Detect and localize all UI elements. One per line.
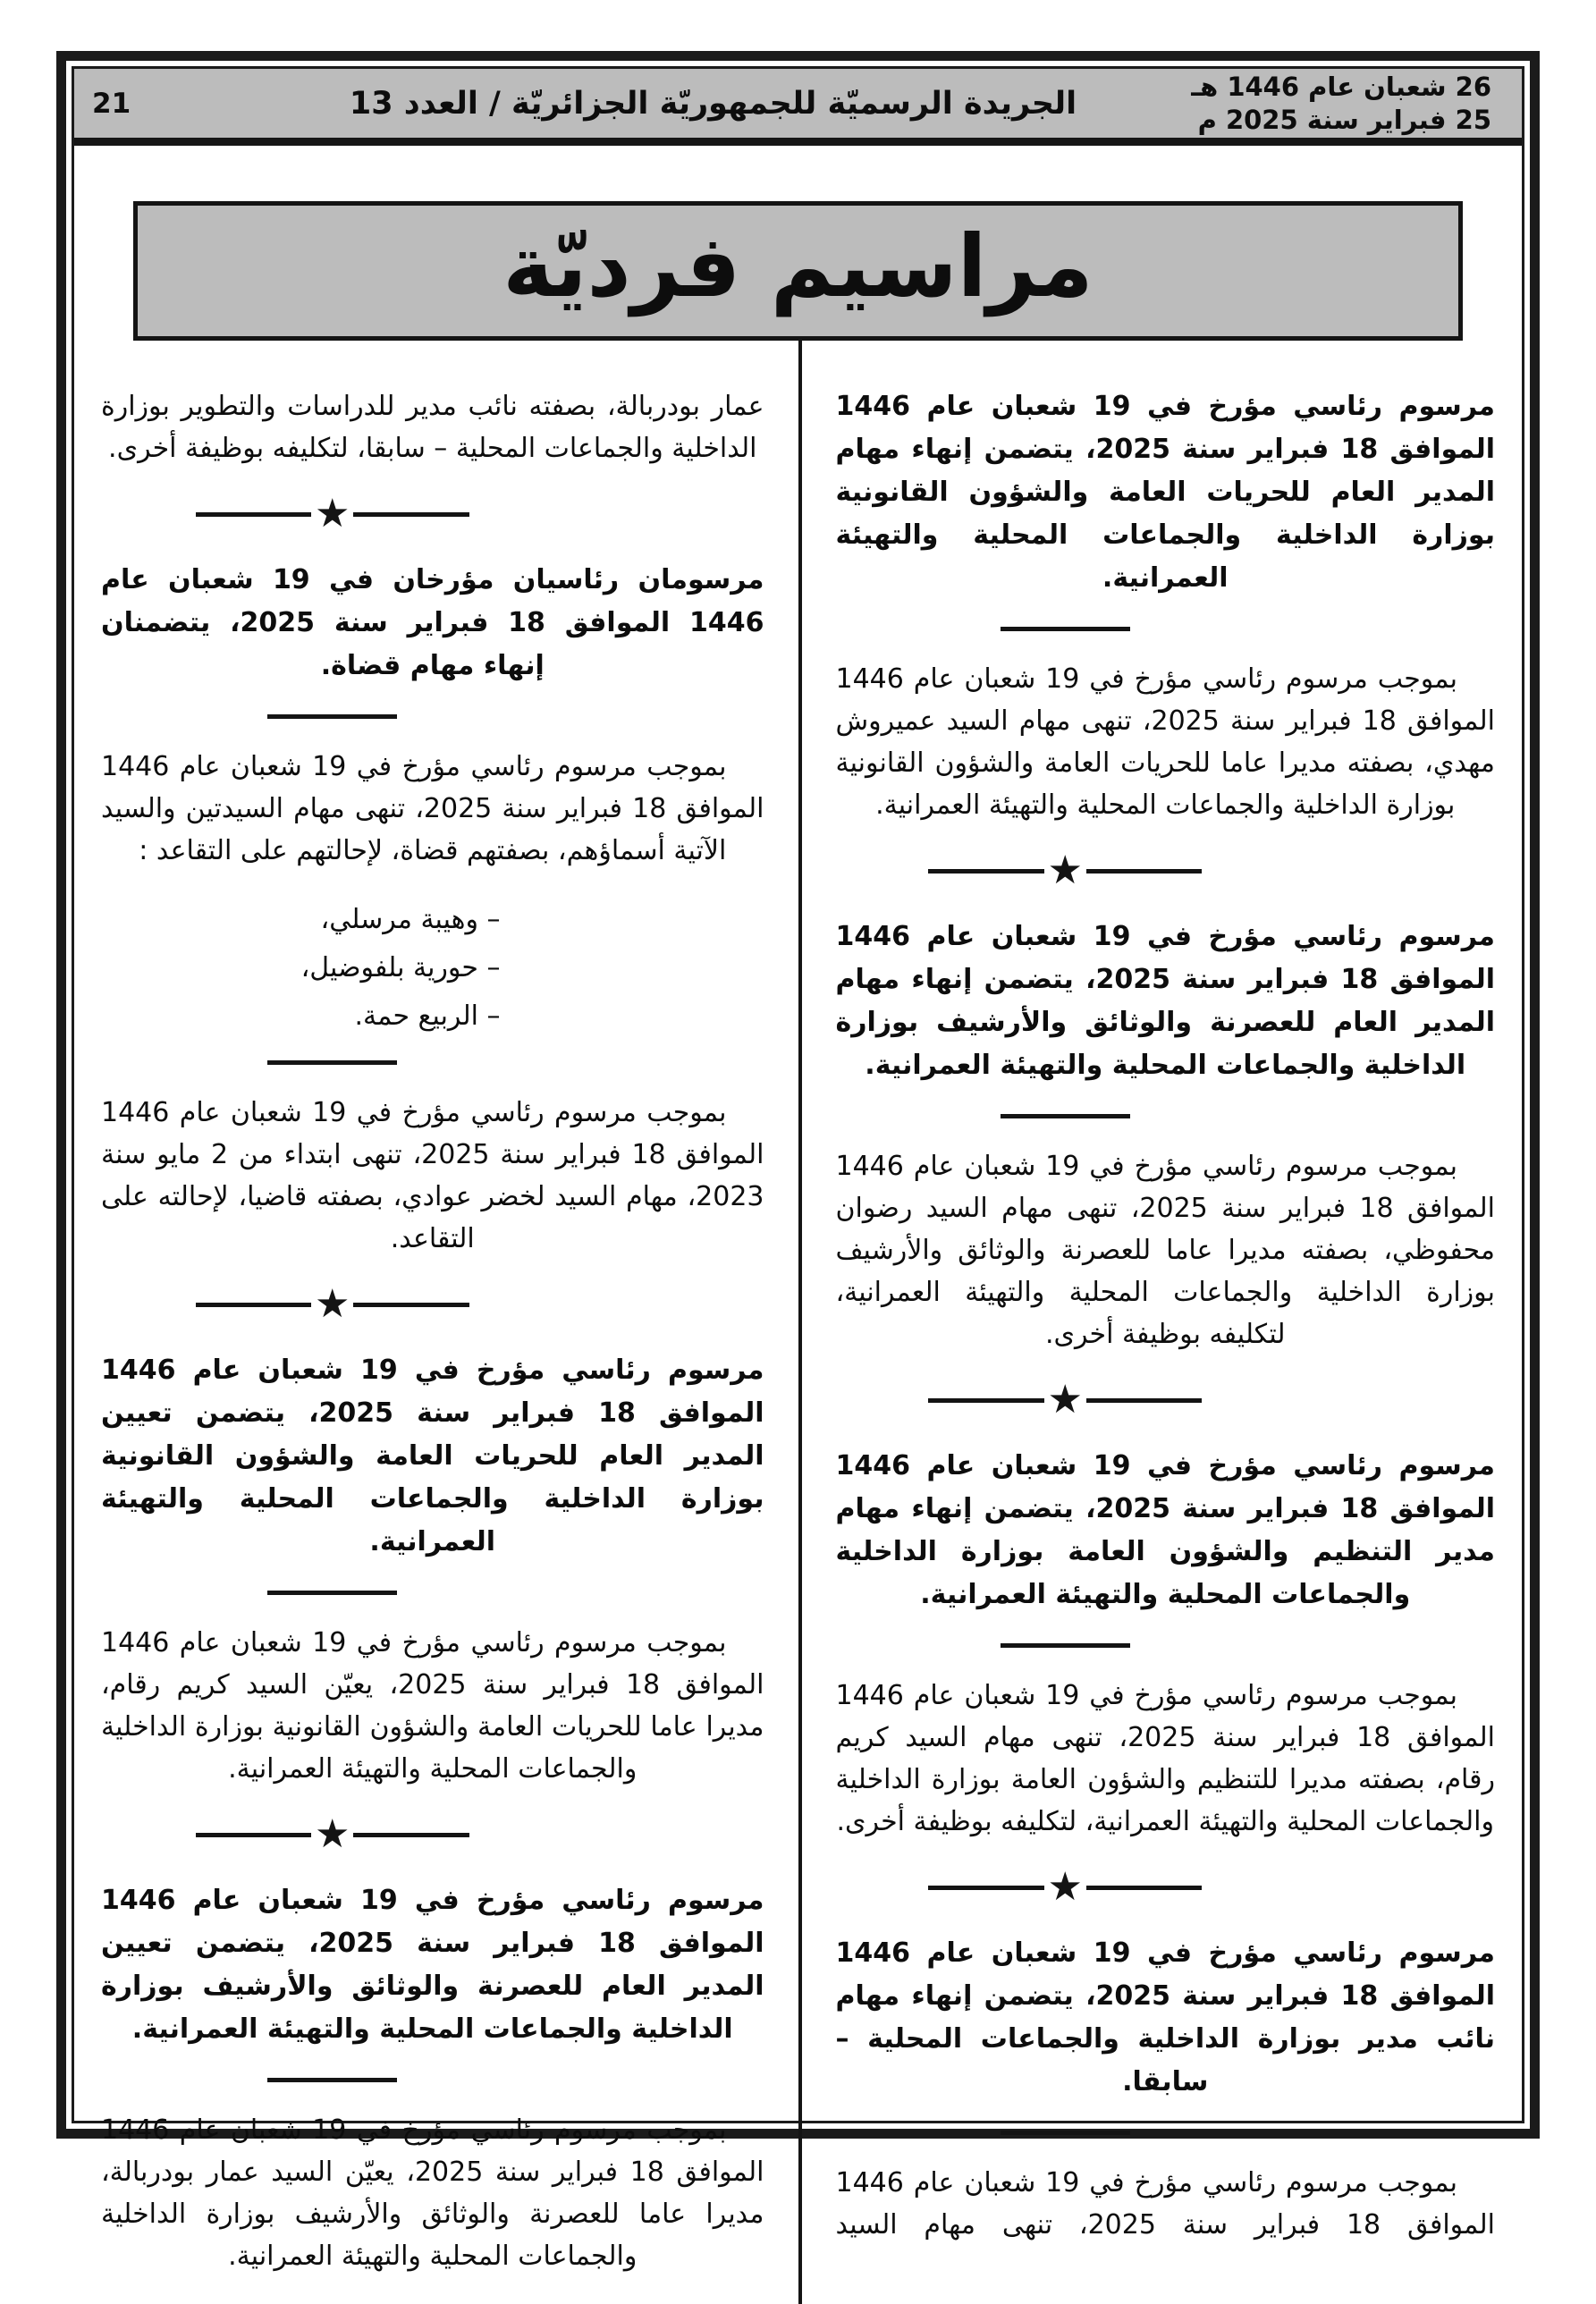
decree-title: مرسومان رئاسيان مؤرخان في 19 شعبان عام 1446 الموافق 18 فبراير سنة 2025، يتضمنان إنهاء مهام قضاة. <box>101 564 764 681</box>
divider-line <box>928 869 1043 873</box>
hijri-date: 26 شعبان عام 1446 هـ <box>1191 71 1491 102</box>
plain-divider <box>267 2078 397 2082</box>
star-divider <box>196 491 469 536</box>
page-frame-inner <box>72 66 1524 2272</box>
divider-line <box>196 1833 311 1837</box>
decree-title: مرسوم رئاسي مؤرخ في 19 شعبان عام 1446 الموافق 18 فبراير سنة 2025، يتضمن إنهاء مهام نائب مدير بوزارة الداخلية والجماعات المحلية – سابقا. <box>835 1937 1495 2097</box>
page-frame <box>56 51 1540 2272</box>
judges-list <box>101 899 764 1037</box>
section-banner-title: مراسيم فرديّة <box>502 216 1094 316</box>
plain-divider <box>1001 2131 1130 2135</box>
header-dates <box>1146 71 1522 137</box>
star-divider <box>928 1377 1202 1422</box>
gregorian-date: 25 فبراير سنة 2025 م <box>1197 104 1491 135</box>
plain-divider <box>267 1591 397 1595</box>
decree-text: بموجب مرسوم رئاسي مؤرخ في 19 شعبان عام 1446 الموافق 18 فبراير سنة 2025، يعيّن السيد عمار بودربالة، مديرا عاما للعصرنة والوثائق والأرشيف بوزارة الداخلية والجماعات المحلية والتهيئة العمرانية. <box>101 2114 764 2272</box>
decree-title: مرسوم رئاسي مؤرخ في 19 شعبان عام 1446 الموافق 18 فبراير سنة 2025، يتضمن تعيين المدير العام للحريات العامة والشؤون القانونية بوزارة الداخلية والجماعات المحلية والتهيئة العمرانية. <box>101 1355 764 1557</box>
plain-divider <box>267 1060 397 1065</box>
decree-text: بموجب مرسوم رئاسي مؤرخ في 19 شعبان عام 1446 الموافق 18 فبراير سنة 2025، يعيّن السيد كريم رقام، مديرا عاما للحريات العامة والشؤون القانونية بوزارة الداخلية والجماعات المحلية والتهيئة العمرانية. <box>101 1627 764 1785</box>
decree-title: مرسوم رئاسي مؤرخ في 19 شعبان عام 1446 الموافق 18 فبراير سنة 2025، يتضمن تعيين المدير العام للعصرنة والوثائق والأرشيف بوزارة الداخلية والجماعات المحلية والتهيئة العمرانية. <box>101 1885 764 2045</box>
list-item: – وهيبة مرسلي، <box>320 904 501 935</box>
plain-divider <box>1001 1114 1130 1118</box>
star-icon: ★ <box>315 1281 350 1327</box>
decree-text: بموجب مرسوم رئاسي مؤرخ في 19 شعبان عام 1446 الموافق 18 فبراير سنة 2025، تنهى مهام السيد كريم رقام، بصفته مديرا للتنظيم والشؤون العامة بوزارة الداخلية والجماعات المحلية والتهيئة العمرانية، لتكليفه بوظيفة أخرى. <box>835 1680 1495 1837</box>
star-divider <box>928 848 1202 893</box>
star-icon: ★ <box>1047 848 1083 893</box>
decree-title: مرسوم رئاسي مؤرخ في 19 شعبان عام 1446 الموافق 18 فبراير سنة 2025، يتضمن إنهاء مهام المدير العام للعصرنة والوثائق والأرشيف بوزارة الداخلية والجماعات المحلية والتهيئة العمرانية. <box>835 921 1495 1081</box>
decree-text: بموجب مرسوم رئاسي مؤرخ في 19 شعبان عام 1446 الموافق 18 فبراير سنة 2025، تنهى مهام السيد عميروش مهدي، بصفته مديرا عاما للحريات العامة والشؤون القانونية بوزارة الداخلية والجماعات المحلية والتهيئة العمرانية. <box>835 663 1495 821</box>
header-band <box>74 69 1522 146</box>
decree-text: بموجب مرسوم رئاسي مؤرخ في 19 شعبان عام 1446 الموافق 18 فبراير سنة 2025، تنهى ابتداء من 2 مايو سنة 2023، مهام السيد لخضر عوادي، بصفته قاضيا، لإحالته على التقاعد. <box>101 1097 764 1254</box>
divider-line <box>928 1398 1043 1403</box>
star-divider <box>928 1864 1202 1910</box>
star-icon: ★ <box>315 491 350 536</box>
decree-text: بموجب مرسوم رئاسي مؤرخ في 19 شعبان عام 1446 الموافق 18 فبراير سنة 2025، تنهى مهام السيدتين والسيد الآتية أسماؤهم، بصفتهم قضاة، لإحالتهم على التقاعد : <box>101 751 764 866</box>
section-banner <box>133 201 1463 341</box>
plain-divider <box>267 714 397 719</box>
star-divider <box>196 1281 469 1327</box>
page-number: 21 <box>92 87 131 120</box>
decree-text: بموجب مرسوم رئاسي مؤرخ في 19 شعبان عام 1446 الموافق 18 فبراير سنة 2025، تنهى مهام السيد <box>835 2167 1495 2241</box>
divider-line <box>353 512 469 517</box>
star-icon: ★ <box>1047 1864 1083 1910</box>
content-columns <box>74 341 1522 2304</box>
star-icon: ★ <box>1047 1377 1083 1422</box>
list-item: – الربيع حمة. <box>354 1000 501 1032</box>
column-right <box>798 341 1523 2304</box>
journal-title: الجريدة الرسميّة للجمهوريّة الجزائريّة / العدد 13 <box>349 85 1077 122</box>
divider-line <box>196 512 311 517</box>
decree-text: بموجب مرسوم رئاسي مؤرخ في 19 شعبان عام 1446 الموافق 18 فبراير سنة 2025، تنهى مهام السيد رضوان محفوظي، بصفته مديرا عاما للعصرنة والوثائق والأرشيف بوزارة الداخلية والجماعات المحلية والتهيئة العمرانية، لتكليفه بوظيفة أخرى. <box>835 1151 1495 1350</box>
plain-divider <box>1001 627 1130 631</box>
divider-line <box>196 1303 311 1307</box>
column-left <box>74 341 798 2304</box>
divider-line <box>1086 1398 1202 1403</box>
divider-line <box>928 1886 1043 1890</box>
star-divider <box>196 1811 469 1857</box>
divider-line <box>353 1303 469 1307</box>
divider-line <box>1086 869 1202 873</box>
plain-divider <box>1001 1643 1130 1648</box>
decree-title: مرسوم رئاسي مؤرخ في 19 شعبان عام 1446 الموافق 18 فبراير سنة 2025، يتضمن إنهاء مهام مدير التنظيم والشؤون العامة بوزارة الداخلية والجماعات المحلية والتهيئة العمرانية. <box>835 1450 1495 1610</box>
star-icon: ★ <box>315 1811 350 1857</box>
decree-title: مرسوم رئاسي مؤرخ في 19 شعبان عام 1446 الموافق 18 فبراير سنة 2025، يتضمن إنهاء مهام المدير العام للحريات العامة والشؤون القانونية بوزارة الداخلية والجماعات المحلية والتهيئة العمرانية. <box>835 391 1495 594</box>
divider-line <box>353 1833 469 1837</box>
divider-line <box>1086 1886 1202 1890</box>
decree-text: عمار بودربالة، بصفته نائب مدير للدراسات والتطوير بوزارة الداخلية والجماعات المحلية – سابقا، لتكليفه بوظيفة أخرى. <box>101 391 764 464</box>
list-item: – حورية بلفوضيل، <box>300 952 501 983</box>
